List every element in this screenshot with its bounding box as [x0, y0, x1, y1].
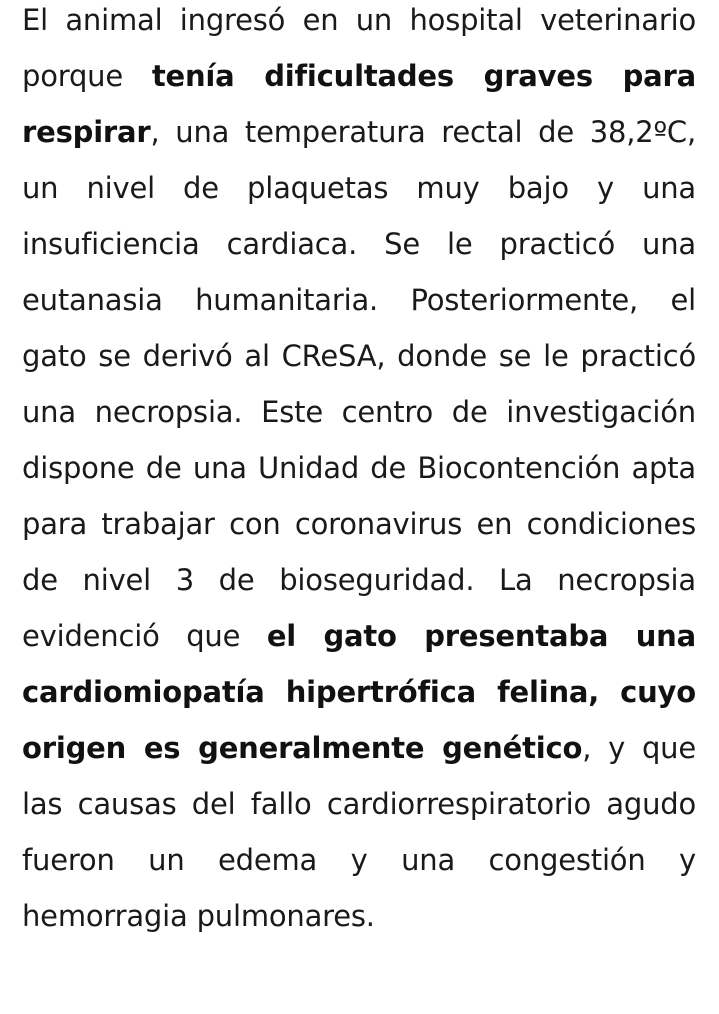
- text-segment: El animal ingresó en un hospital veterinario porque: [22, 3, 696, 93]
- paragraph: [22, 0, 696, 944]
- bold-text-segment: el gato presentaba una cardiomiopatía hipertrófica felina, cuyo origen es generalmente genético: [22, 619, 696, 765]
- text-segment: , una temperatura rectal de 38,2ºC, un nivel de plaquetas muy bajo y una insuficiencia cardiaca. Se le practicó una eutanasia humanitaria. Posteriormente, el gato se derivó al CReSA, donde se le practicó una necropsia. Este centro de investigación dispone de una Unidad de Biocontención apta para trabajar con coronavirus en condiciones de nivel 3 de bioseguridad. La necropsia evidenció que: [22, 115, 696, 653]
- article-text: [22, 0, 696, 944]
- bold-text-segment: tenía dificultades graves para respirar: [22, 59, 696, 149]
- text-segment: , y que las causas del fallo cardiorrespiratorio agudo fueron un edema y una congestión y hemorragia pulmonares.: [22, 731, 697, 933]
